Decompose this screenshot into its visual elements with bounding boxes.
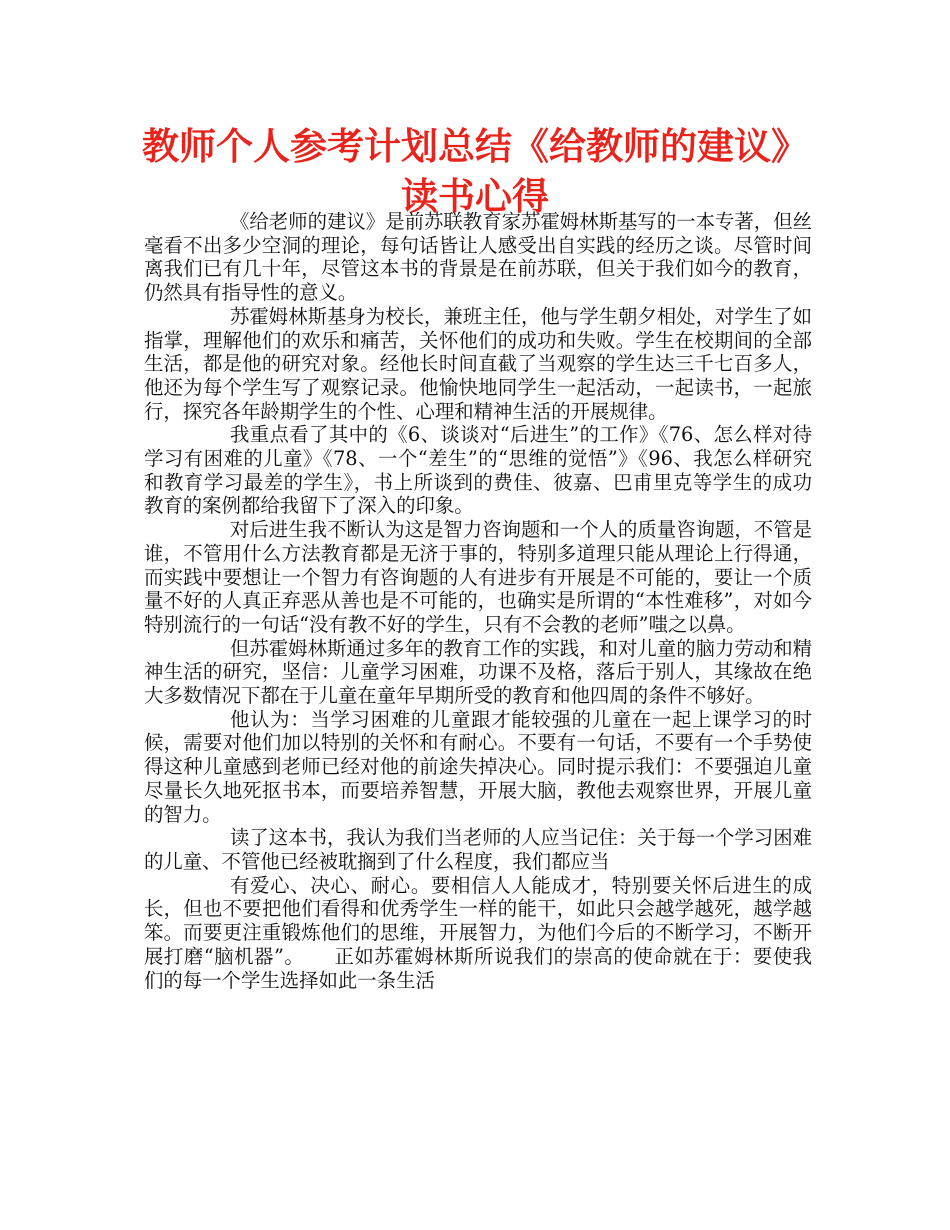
paragraph: 他认为：当学习困难的儿童跟才能较强的儿童在一起上课学习的时候，需要对他们加以特别的关怀和有耐心。不要有一句话，不要有一个手势使得这种儿童感到老师已经对他的前途失掉决心。同时提示我们：不要强迫儿童尽量长久地死抠书本，而要培养智慧，开展大脑，教他去观察世界，开展儿童的智力。	[144, 707, 812, 826]
document-title	[100, 122, 850, 222]
paragraph: 但苏霍姆林斯通过多年的教育工作的实践，和对儿童的脑力劳动和精神生活的研究，坚信：儿童学习困难，功课不及格，落后于别人，其缘故在绝大多数情况下都在于儿童在童年早期所受的教育和他四周的条件不够好。	[144, 636, 812, 708]
title-line-1: 教师个人参考计划总结《给教师的建议》	[142, 125, 808, 168]
paragraph: 我重点看了其中的《6、谈谈对“后进生”的工作》《76、怎么样对待学习有困难的儿童》《78、一个“差生”的“思维的觉悟”》《96、我怎么样研究和教育学习最差的学生》，书上所谈到的费佳、彼嘉、巴甫里克等学生的成功教育的案例都给我留下了深入的印象。	[144, 423, 812, 518]
paragraph: 对后进生我不断认为这是智力咨询题和一个人的质量咨询题，不管是谁，不管用什么方法教育都是无济于事的，特别多道理只能从理论上行得通，而实践中要想让一个智力有咨询题的人有进步有开展是不可能的，要让一个质量不好的人真正弃恶从善也是不可能的，也确实是所谓的“本性难移”，对如今特别流行的一句话“没有教不好的学生，只有不会教的老师”嗤之以鼻。	[144, 518, 812, 636]
paragraph: 有爱心、决心、耐心。要相信人人能成才，特别要关怀后进生的成长，但也不要把他们看得和优秀学生一样的能干，如此只会越学越死，越学越笨。而要更注重锻炼他们的思维，开展智力，为他们今后的不断学习，不断开展打磨“脑机器”。 正如苏霍姆林斯所说我们的崇高的使命就在于：要使我们的每一个学生选择如此一条生活	[144, 873, 812, 992]
title-line-2: 读书心得	[401, 175, 549, 218]
paragraph: 读了这本书，我认为我们当老师的人应当记住：关于每一个学习困难的儿童、不管他已经被耽搁到了什么程度，我们都应当	[144, 826, 812, 873]
paragraph: 苏霍姆林斯基身为校长，兼班主任，他与学生朝夕相处，对学生了如指掌，理解他们的欢乐和痛苦，关怀他们的成功和失败。学生在校期间的全部生活，都是他的研究对象。经他长时间直截了当观察的学生达三千七百多人，他还为每个学生写了观察记录。他愉快地同学生一起活动，一起读书，一起旅行，探究各年龄期学生的个性、心理和精神生活的开展规律。	[144, 304, 812, 423]
paragraph: 《给老师的建议》是前苏联教育家苏霍姆林斯基写的一本专著，但丝毫看不出多少空洞的理论，每句话皆让人感受出自实践的经历之谈。尽管时间离我们已有几十年，尽管这本书的背景是在前苏联，但关于我们如今的教育，仍然具有指导性的意义。	[144, 210, 812, 305]
document-body	[144, 210, 812, 992]
